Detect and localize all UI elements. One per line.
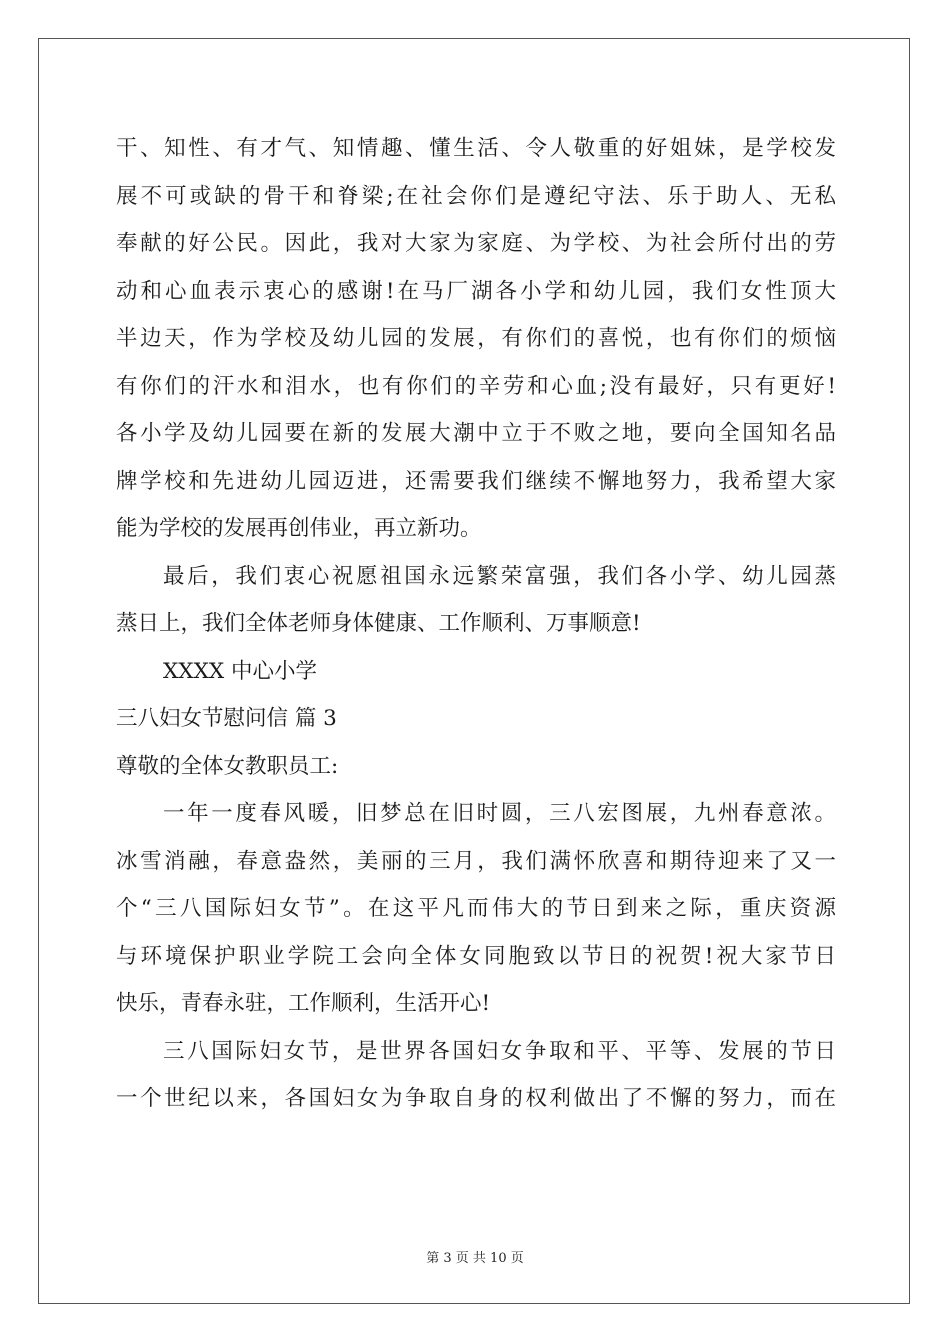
paragraph-start-line: 三八国际妇女节，是世界各国妇女争取和平、平等、发展的节日: [163, 1038, 836, 1064]
text-line: 牌学校和先进幼儿园迈进，还需要我们继续不懈地努力，我希望大家: [116, 468, 836, 494]
signature-line: XXXX 中心小学: [163, 658, 318, 684]
text-line: 半边天，作为学校及幼儿园的发展，有你们的喜悦，也有你们的烦恼: [116, 326, 836, 351]
text-line: 冰雪消融，春意盎然，美丽的三月，我们满怀欣喜和期待迎来了又一: [116, 848, 836, 874]
salutation: 尊敬的全体女教职员工:: [116, 753, 339, 779]
section-heading: 三八妇女节慰问信 篇 3: [116, 706, 337, 731]
text-line: 奉献的好公民。因此，我对大家为家庭、为学校、为社会所付出的劳: [116, 231, 836, 256]
text-line: 动和心血表示衷心的感谢!在马厂湖各小学和幼儿园，我们女性顶大: [116, 278, 836, 304]
text-line: 能为学校的发展再创伟业，再立新功。: [116, 516, 482, 541]
page-number-footer: 第 3 页 共 10 页: [426, 1251, 524, 1266]
text-line: 展不可或缺的骨干和脊梁;在社会你们是遵纪守法、乐于助人、无私: [116, 183, 836, 209]
text-line: 干、知性、有才气、知情趣、懂生活、令人敬重的好姐妹，是学校发: [116, 136, 836, 161]
paragraph-start-line: 最后，我们衷心祝愿祖国永远繁荣富强，我们各小学、幼儿园蒸: [163, 563, 836, 589]
text-line: 各小学及幼儿园要在新的发展大潮中立于不败之地，要向全国知名品: [116, 421, 836, 446]
text-line: 快乐，青春永驻，工作顺利，生活开心!: [116, 991, 491, 1016]
text-line: 一个世纪以来，各国妇女为争取自身的权利做出了不懈的努力，而在: [116, 1086, 836, 1111]
document-body: [116, 125, 836, 1123]
text-line: 个“三八国际妇女节”。在这平凡而伟大的节日到来之际，重庆资源: [116, 896, 836, 921]
text-line: 蒸日上，我们全体老师身体健康、工作顺利、万事顺意!: [116, 611, 641, 636]
text-line: 与环境保护职业学院工会向全体女同胞致以节日的祝贺!祝大家节日: [116, 943, 836, 969]
paragraph-start-line: 一年一度春风暖，旧梦总在旧时圆，三八宏图展，九州春意浓。: [163, 801, 836, 826]
text-line: 有你们的汗水和泪水，也有你们的辛劳和心血;没有最好，只有更好!: [116, 373, 836, 399]
